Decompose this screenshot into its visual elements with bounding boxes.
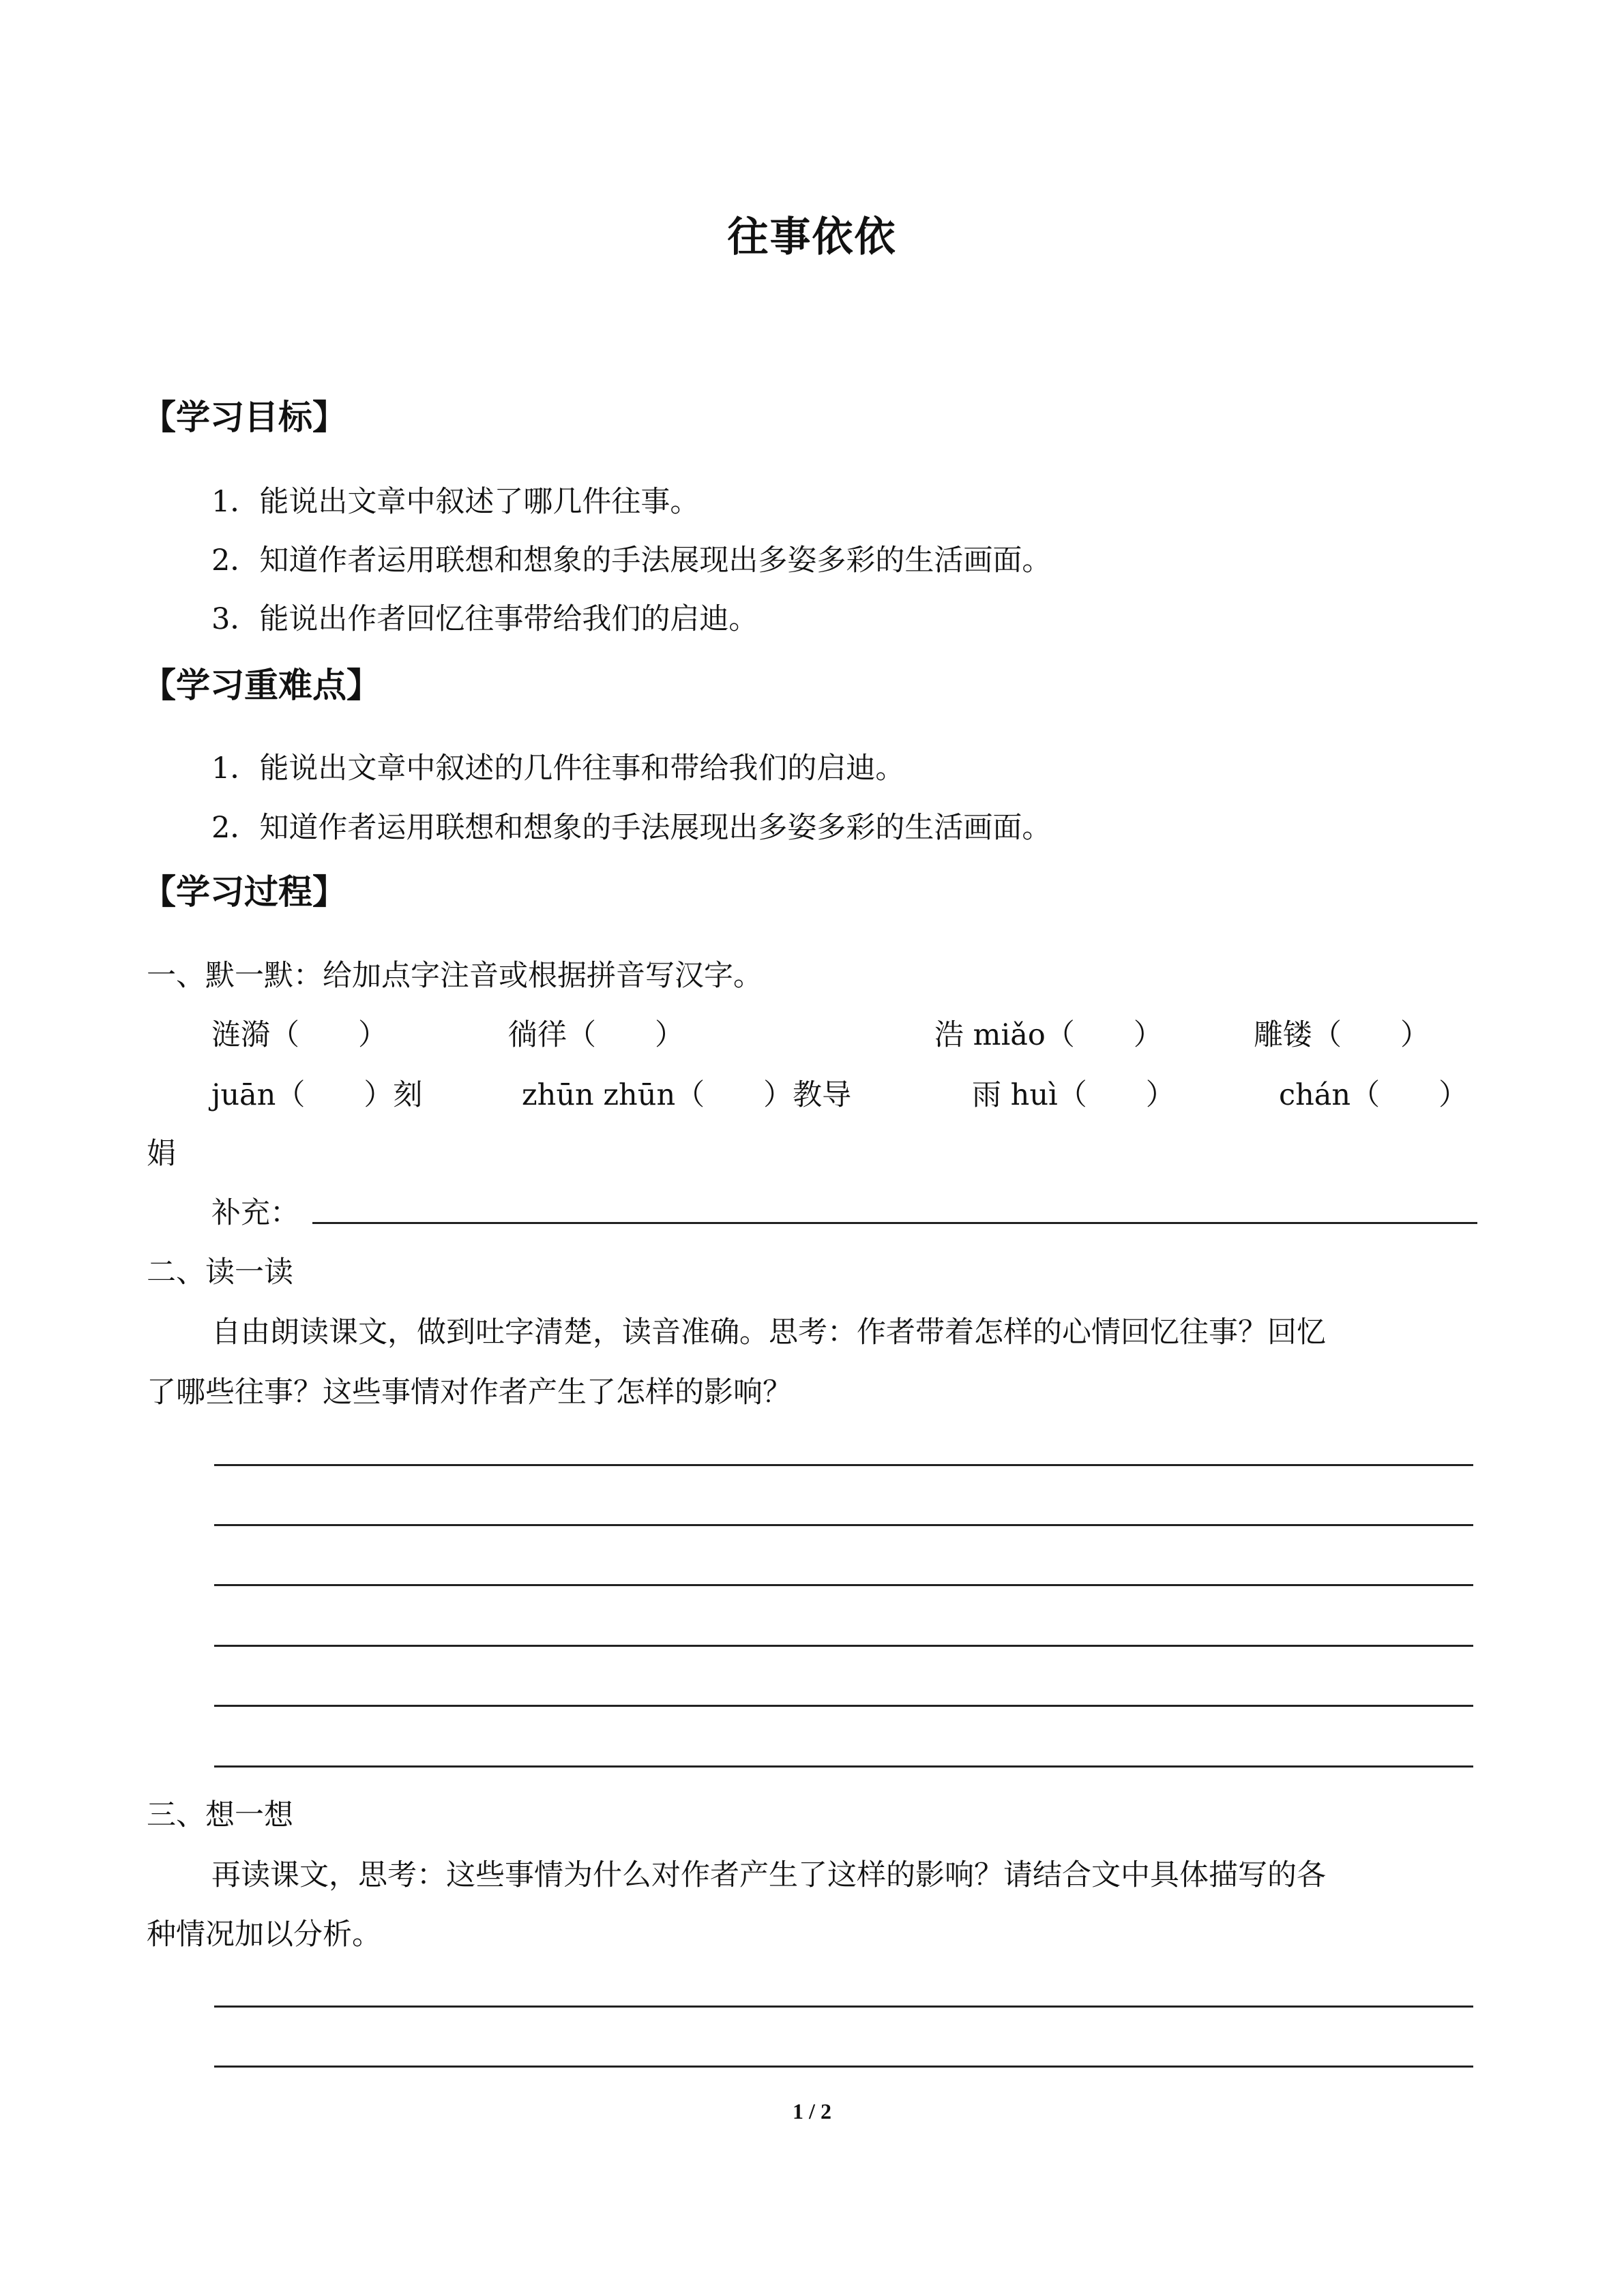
answer-line[interactable]	[214, 1705, 1473, 1707]
answer-line[interactable]	[214, 2066, 1473, 2068]
answer-line[interactable]	[214, 1524, 1473, 1526]
part3-title: 三、想一想	[147, 1798, 293, 1832]
pinyin-item-4: 雕镂（ ）	[1254, 1018, 1430, 1052]
part3-text-line1: 再读课文，思考：这些事情为什么对作者产生了这样的影响？请结合文中具体描写的各	[211, 1858, 1326, 1892]
pinyin-item-8: chán（ ）	[1279, 1078, 1468, 1112]
answer-line[interactable]	[214, 1464, 1473, 1466]
part3-text-line2: 种情况加以分析。	[147, 1918, 381, 1952]
supplement-answer-line[interactable]	[312, 1222, 1477, 1224]
objective-item-3: 3．能说出作者回忆往事带给我们的启迪。	[211, 602, 758, 636]
answer-line[interactable]	[214, 2006, 1473, 2008]
part2-title: 二、读一读	[147, 1255, 293, 1289]
key-point-item-2: 2．知道作者运用联想和想象的手法展现出多姿多彩的生活画面。	[211, 811, 1052, 845]
objectives-heading: 【学习目标】	[142, 398, 346, 437]
pinyin-item-2: 徜徉（ ）	[508, 1018, 684, 1052]
process-heading: 【学习过程】	[142, 872, 346, 912]
pinyin-item-8-wrap: 娟	[147, 1137, 176, 1171]
page-number: 1 / 2	[793, 2099, 831, 2123]
answer-line[interactable]	[214, 1584, 1473, 1586]
pinyin-item-6: zhūn zhūn（ ）教导	[522, 1078, 852, 1112]
key-point-item-1: 1．能说出文章中叙述的几件往事和带给我们的启迪。	[211, 751, 905, 786]
objective-item-2: 2．知道作者运用联想和想象的手法展现出多姿多彩的生活画面。	[211, 543, 1052, 578]
part2-text-line1: 自由朗读课文，做到吐字清楚，读音准确。思考：作者带着怎样的心情回忆往事？回忆	[211, 1315, 1326, 1350]
part1-title: 一、默一默：给加点字注音或根据拼音写汉字。	[147, 959, 763, 993]
page-title: 往事依依	[727, 213, 897, 261]
supplement-label: 补充：	[211, 1196, 299, 1230]
pinyin-item-7: 雨 huì（ ）	[972, 1078, 1175, 1112]
objective-item-1: 1．能说出文章中叙述了哪几件往事。	[211, 485, 700, 519]
pinyin-item-1: 涟漪（ ）	[211, 1018, 387, 1052]
pinyin-item-3: 浩 miǎo（ ）	[934, 1018, 1163, 1052]
answer-line[interactable]	[214, 1645, 1473, 1647]
part2-text-line2: 了哪些往事？这些事情对作者产生了怎样的影响？	[147, 1375, 792, 1410]
key-points-heading: 【学习重难点】	[142, 666, 381, 705]
answer-line[interactable]	[214, 1765, 1473, 1768]
pinyin-item-5: juān（ ）刻	[211, 1078, 423, 1112]
